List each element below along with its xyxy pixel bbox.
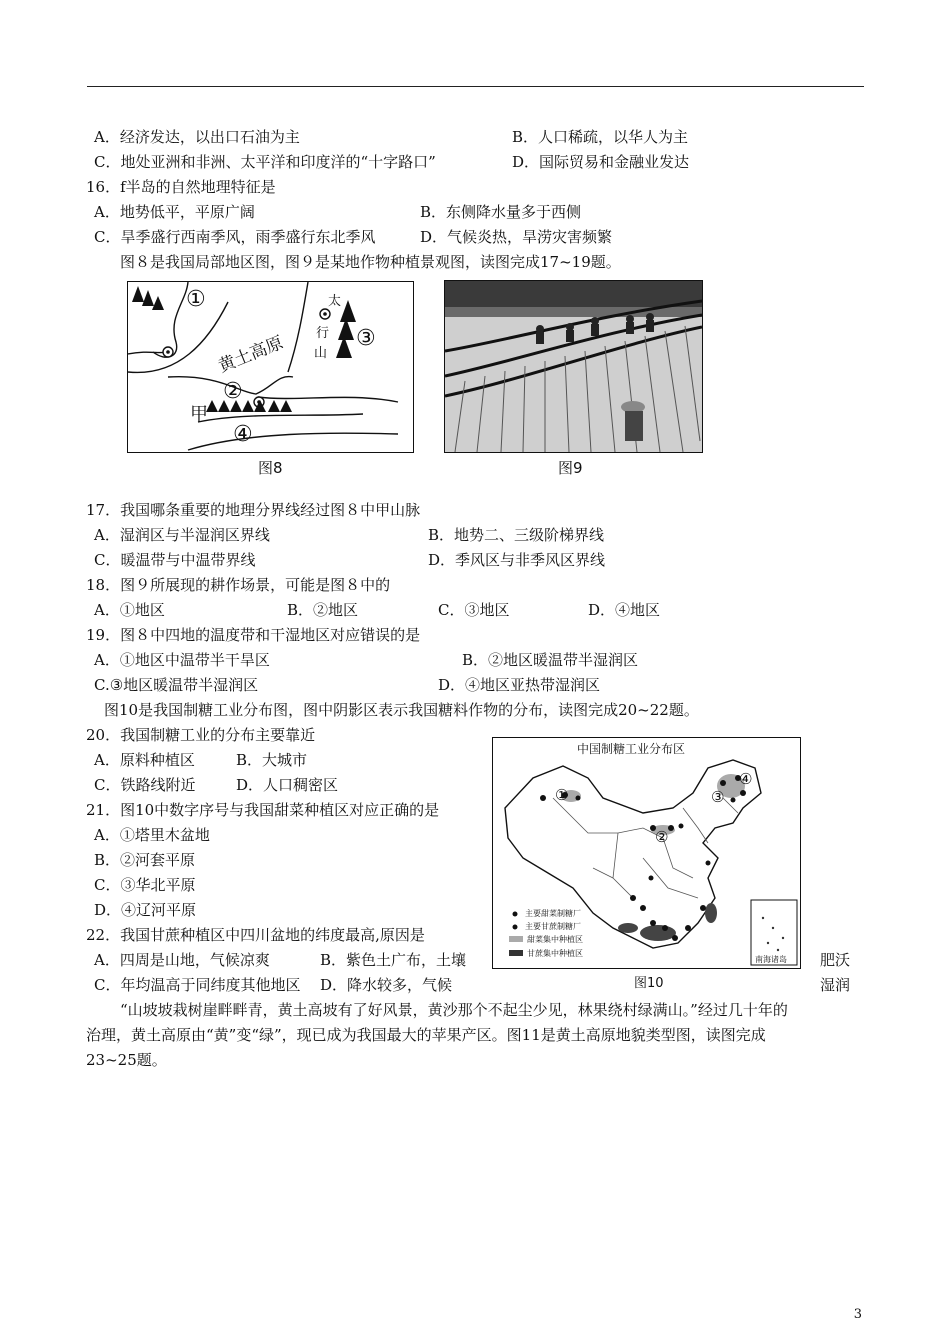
q19-option-b: B．②地区暖温带半湿润区 (462, 651, 639, 669)
q20-option-d: D．人口稠密区 (236, 776, 339, 794)
q22-stem: 22．我国甘蔗种植区中四川盆地的纬度最高,原因是 (86, 926, 425, 944)
q17-option-a: A．湿润区与半湿润区界线 (94, 526, 270, 544)
fig8-marker-4: ④ (233, 422, 253, 447)
q22-option-a: A．四周是山地，气候凉爽 (94, 951, 270, 969)
q19-stem: 19．图８中四地的温度带和干湿地区对应错误的是 (86, 626, 421, 644)
passage-line-3: 23~25题。 (86, 1051, 167, 1069)
q20-option-a: A．原料种植区 (94, 751, 195, 769)
fig8-boundary-west (153, 282, 188, 357)
figure-9-photo (444, 280, 703, 453)
page-number: 3 (853, 1307, 862, 1322)
q18-option-c: C．③地区 (438, 601, 510, 619)
q22-option-b-tail: 肥沃 (820, 951, 851, 969)
fig8-river-east (258, 397, 398, 402)
q17-option-d: D．季风区与非季风区界线 (428, 551, 606, 569)
fig8-boundary-south (198, 414, 363, 422)
figure-8-map (127, 281, 414, 453)
q21-option-b: B．②河套平原 (94, 851, 196, 869)
q18-option-a: A．①地区 (94, 601, 165, 619)
fig8-jia-label: 甲 (190, 404, 208, 425)
fig8-marker-2: ② (223, 379, 243, 404)
figure-10-caption: 图10 (634, 976, 664, 991)
passage-line-1: “山坡坡栽树崖畔畔青，黄土高坡有了好风景，黄沙那个不起尘少见，林果绕村绿满山。”经过几十年的 (120, 1001, 788, 1019)
passage-line-2: 治理，黄土高原由“黄”变“绿”，现已成为我国最大的苹果产区。图11是黄土高原地貌类型图，读图完成 (86, 1026, 766, 1044)
fig8-jia-mountain (206, 400, 292, 412)
figure-10-map (492, 737, 801, 969)
q15-option-b: B．人口稀疏，以华人为主 (512, 128, 689, 146)
q16-stem: 16．f半岛的自然地理特征是 (86, 178, 276, 196)
q18-stem: 18．图９所展现的耕作场景，可能是图８中的 (86, 576, 391, 594)
fig8-mountain-nw (132, 286, 164, 310)
q21-option-c: C．③华北平原 (94, 876, 196, 894)
fig10-legend-cane-factory: 主要甘蔗制糖厂 (525, 922, 581, 931)
fig8-drawing (128, 282, 413, 452)
fig8-river-west (128, 352, 168, 354)
q18-option-d: D．④地区 (588, 601, 661, 619)
q19-option-a: A．①地区中温带半干旱区 (94, 651, 270, 669)
q20-stem: 20．我国制糖工业的分布主要靠近 (86, 726, 316, 744)
q21-stem: 21．图10中数字序号与我国甜菜种植区对应正确的是 (86, 801, 440, 819)
fig8-taihang-char-1: 太 (328, 294, 342, 309)
figure-8-caption: 图8 (258, 459, 283, 477)
q19-option-c: C.③地区暖温带半湿润区 (94, 676, 259, 694)
fig10-legend-beet-area: 甜菜集中种植区 (527, 935, 583, 944)
q17-option-c: C．暖温带与中温带界线 (94, 551, 256, 569)
q16-option-a: A．地势低平，平原广阔 (94, 203, 255, 221)
q22-option-d-tail: 湿润 (820, 976, 851, 994)
q17-option-b: B．地势二、三级阶梯界线 (428, 526, 605, 544)
fig10-marker-1: ① (555, 786, 569, 804)
q22-option-c: C．年均温高于同纬度其他地区 (94, 976, 301, 994)
q20-option-c: C．铁路线附近 (94, 776, 196, 794)
q18-option-b: B．②地区 (287, 601, 359, 619)
fig8-taihang-char-2: 行 (316, 326, 330, 341)
q21-option-d: D．④辽河平原 (94, 901, 197, 919)
q21-option-a: A．①塔里木盆地 (94, 826, 210, 844)
fig10-marker-3: ③ (711, 788, 725, 806)
fig10-title: 中国制糖工业分布区 (577, 742, 686, 756)
q15-option-d: D．国际贸易和金融业发达 (512, 153, 690, 171)
q15-option-c: C．地处亚洲和非洲、太平洋和印度洋的“十字路口” (94, 153, 436, 171)
fig8-taihang-char-3: 山 (314, 346, 328, 361)
q17-stem: 17．我国哪条重要的地理分界线经过图８中甲山脉 (86, 501, 421, 519)
fig8-han-river (188, 433, 398, 450)
q15-option-a: A．经济发达，以出口石油为主 (94, 128, 300, 146)
fig10-legend-cane-area: 甘蔗集中种植区 (527, 949, 583, 958)
fig10-inset-label: 南海诸岛 (755, 955, 787, 964)
q16-option-b: B．东侧降水量多于西侧 (420, 203, 582, 221)
fig8-boundary-east (288, 282, 308, 372)
fig10-marker-2: ② (655, 828, 669, 846)
fig8-loess-label: 黄土高原 (215, 332, 287, 377)
q16-option-d: D．气候炎热，旱涝灾害频繁 (420, 228, 613, 246)
fig10-legend-beet-factory: 主要甜菜制糖厂 (525, 909, 581, 918)
fig8-marker-3: ③ (356, 326, 376, 351)
fig10-marker-4: ④ (739, 770, 753, 788)
intro-20-22: 图10是我国制糖工业分布图，图中阴影区表示我国糖料作物的分布，读图完成20~22题。 (104, 701, 699, 719)
fig9-drawing (445, 281, 702, 452)
q22-option-b: B．紫色土广布，土壤 (320, 951, 467, 969)
q16-option-c: C．旱季盛行西南季风，雨季盛行东北季风 (94, 228, 376, 246)
q22-option-d: D．降水较多，气候 (320, 976, 453, 994)
q20-option-b: B．大城市 (236, 751, 308, 769)
header-rule (87, 86, 864, 87)
fig8-marker-1: ① (186, 287, 206, 312)
figure-9-caption: 图9 (558, 459, 583, 477)
intro-17-19: 图８是我国局部地区图，图９是某地作物种植景观图，读图完成17~19题。 (120, 253, 621, 271)
fig10-legend (509, 912, 523, 957)
q19-option-d: D．④地区亚热带湿润区 (438, 676, 601, 694)
